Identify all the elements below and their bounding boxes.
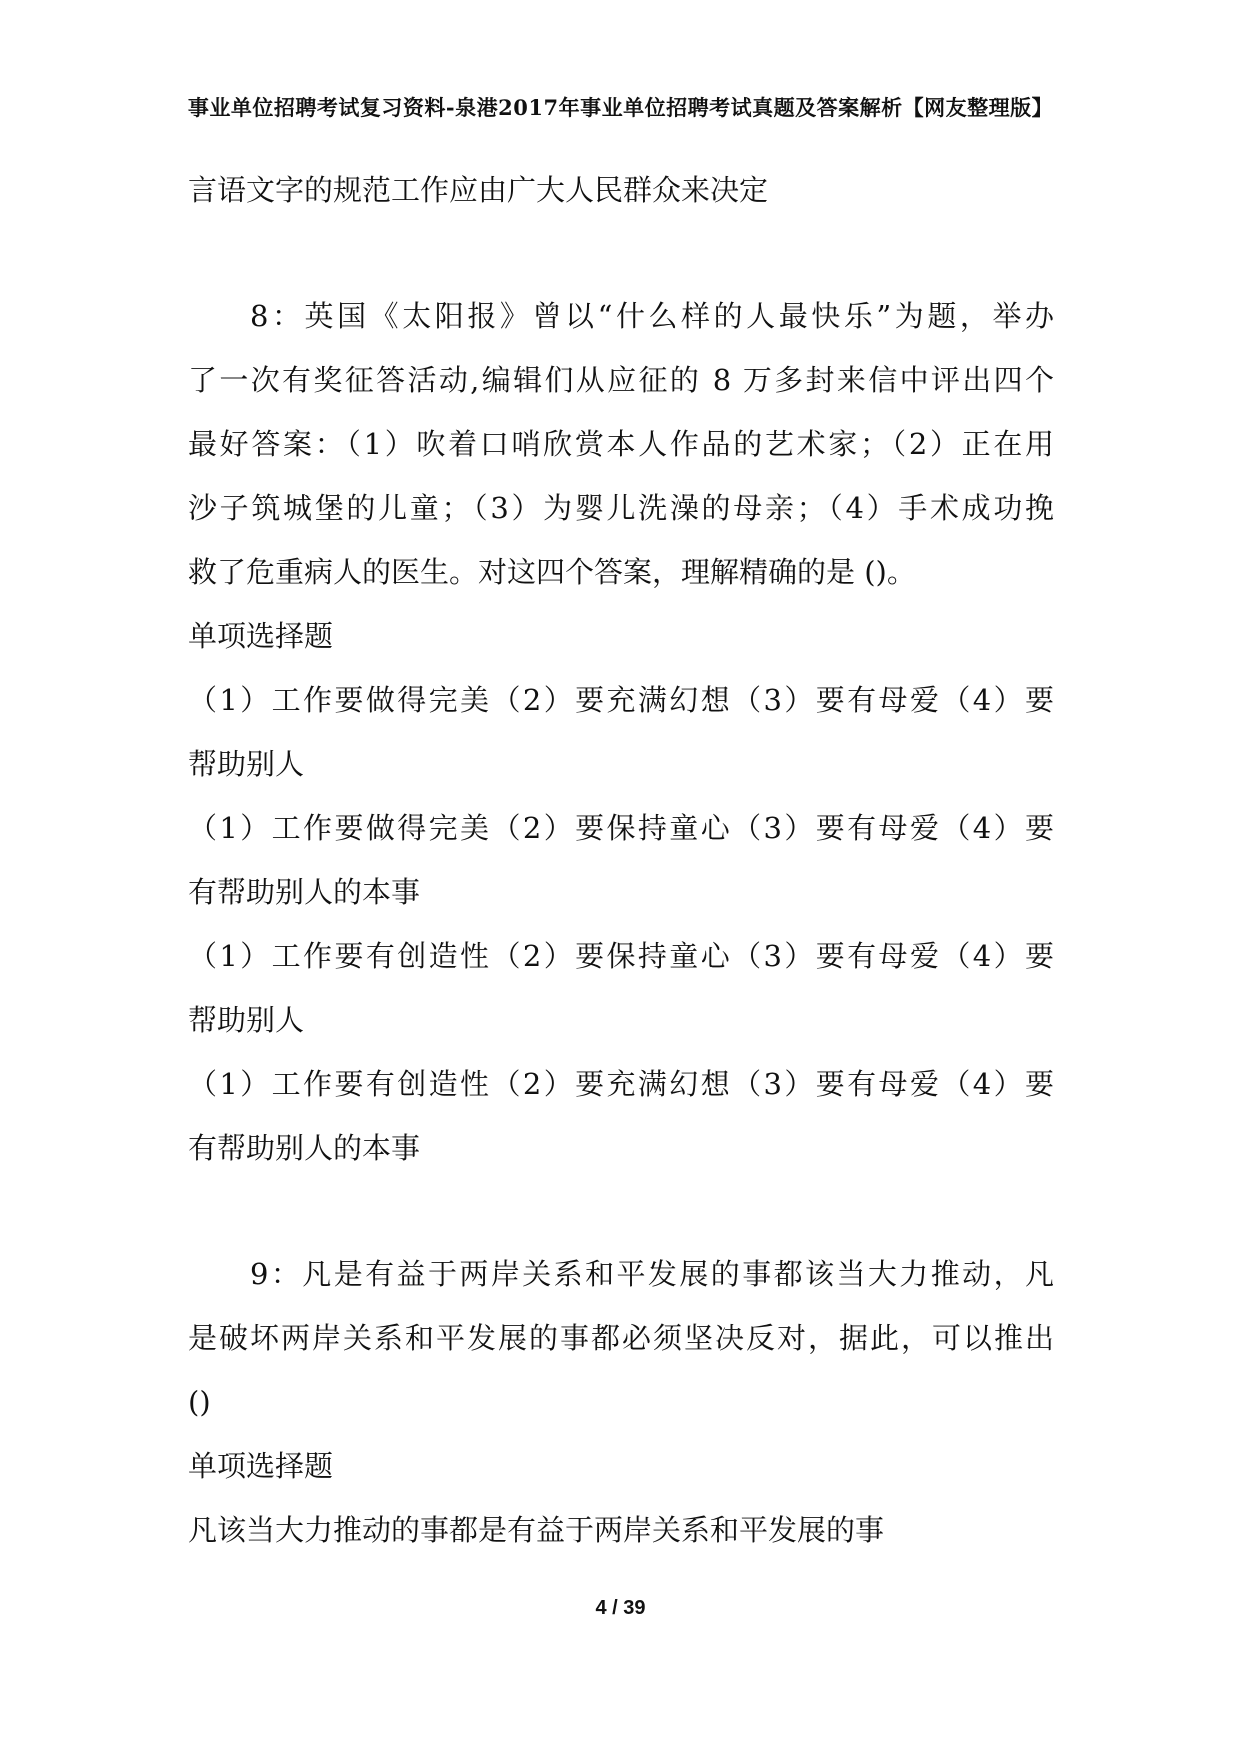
spacer (188, 1180, 1054, 1242)
answer-option-text: （1）工作要做得完美（2）要保持童心（3）要有母爱（4）要 (188, 811, 1054, 845)
answer-option-text: （1）工作要做得完美（2）要充满幻想（3）要有母爱（4）要 (188, 683, 1054, 717)
question-8 (188, 284, 1054, 1180)
page-number: 4 / 39 (595, 1597, 646, 1619)
answer-option-text: 有帮助别人的本事 (188, 875, 421, 909)
answer-option-text: 帮助别人 (188, 747, 305, 781)
page-header: 事业单位招聘考试复习资料-泉港2017年事业单位招聘考试真题及答案解析【网友整理版】 (187, 95, 1054, 120)
answer-option[interactable] (188, 1498, 1054, 1562)
question-9-stem-line: () (188, 1385, 211, 1419)
question-8-stem-line: 了一次有奖征答活动,编辑们从应征的 8 万多封来信中评出四个 (188, 363, 1054, 397)
answer-option-text: （1）工作要有创造性（2）要保持童心（3）要有母爱（4）要 (188, 939, 1054, 973)
answer-option-text: 有帮助别人的本事 (188, 1131, 421, 1165)
answer-option-text: 帮助别人 (188, 1003, 305, 1037)
question-9-stem-line: 是破坏两岸关系和平发展的事都必须坚决反对，据此，可以推出 (188, 1321, 1054, 1355)
answer-option[interactable] (188, 668, 1054, 796)
question-8-stem-line: 8：英国《太阳报》曾以“什么样的人最快乐”为题，举办 (250, 299, 1054, 333)
page-body (188, 158, 1054, 1562)
answer-option-text: （1）工作要有创造性（2）要充满幻想（3）要有母爱（4）要 (188, 1067, 1054, 1101)
question-8-stem-line: 最好答案：（1）吹着口哨欣赏本人作品的艺术家；（2）正在用 (188, 427, 1054, 461)
question-type-label: 单项选择题 (188, 619, 334, 653)
previous-option-tail: 言语文字的规范工作应由广大人民群众来决定 (188, 173, 769, 207)
question-9-stem-line: 9：凡是有益于两岸关系和平发展的事都该当大力推动，凡 (250, 1257, 1054, 1291)
question-8-stem-line: 救了危重病人的医生。对这四个答案，理解精确的是 ()。 (188, 555, 916, 589)
spacer (188, 222, 1054, 284)
answer-option-text: 凡该当大力推动的事都是有益于两岸关系和平发展的事 (188, 1513, 885, 1547)
question-9 (188, 1242, 1054, 1562)
answer-option[interactable] (188, 796, 1054, 924)
question-8-stem-line: 沙子筑城堡的儿童；（3）为婴儿洗澡的母亲；（4）手术成功挽 (188, 491, 1054, 525)
answer-option[interactable] (188, 1052, 1054, 1180)
question-type-label: 单项选择题 (188, 1449, 334, 1483)
answer-option[interactable] (188, 924, 1054, 1052)
